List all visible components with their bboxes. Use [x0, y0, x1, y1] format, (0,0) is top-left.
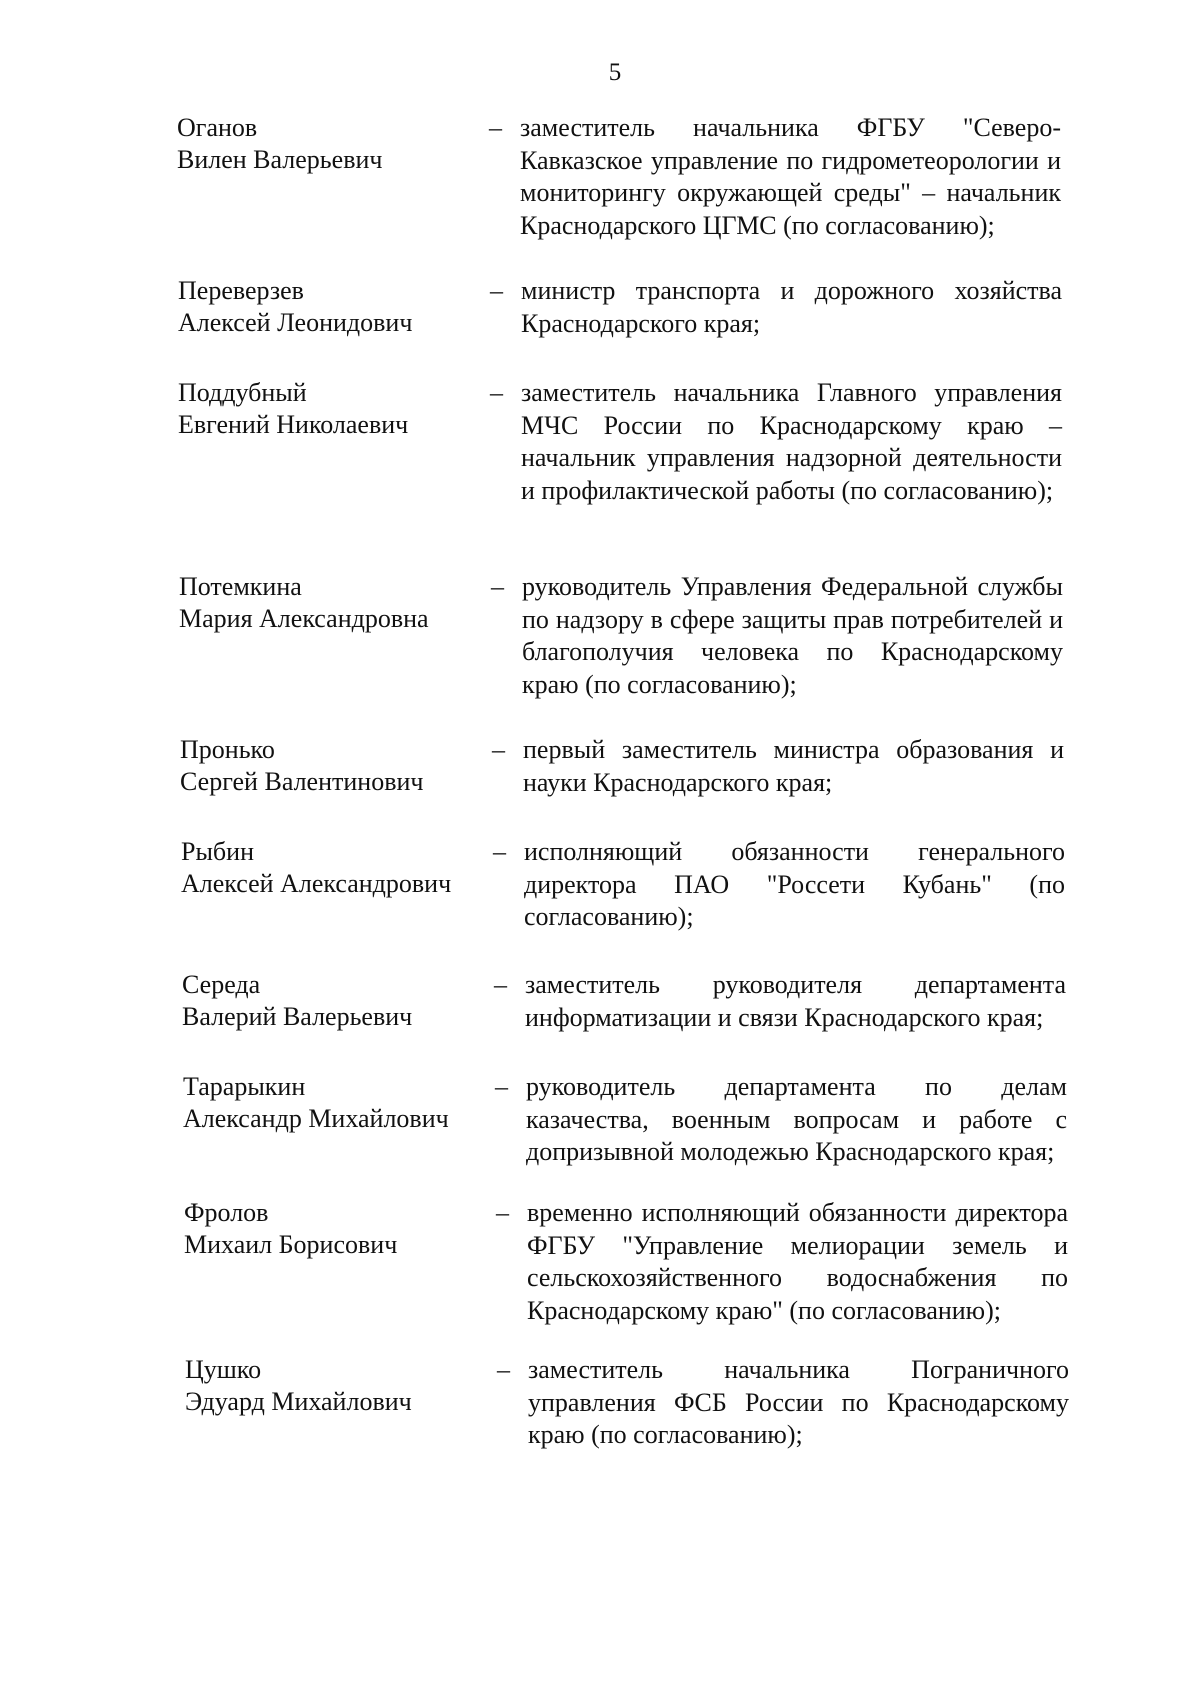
member-surname: Оганов	[177, 113, 258, 142]
member-position: руководитель Управления Федеральной службы по надзору в сфере защиты прав потребителей и благополучия человека по Краснодарскому краю (по согласованию);	[522, 572, 1063, 699]
member-position: заместитель начальника Пограничного управления ФСБ России по Краснодарскому краю (по согласованию);	[528, 1355, 1069, 1449]
member-position: исполняющий обязанности генерального директора ПАО "Россети Кубань" (по согласованию);	[524, 837, 1065, 931]
member-given-names: Алексей Леонидович	[178, 308, 413, 337]
member-surname: Потемкина	[179, 572, 302, 601]
dash-separator: –	[489, 113, 502, 142]
member-surname: Поддубный	[178, 378, 307, 407]
member-name	[185, 1354, 505, 1418]
member-surname: Рыбин	[181, 837, 254, 866]
dash-separator: –	[493, 837, 506, 866]
member-name	[180, 734, 500, 798]
dash-separator: –	[490, 378, 503, 407]
member-name	[179, 571, 499, 635]
member-surname: Тарарыкин	[183, 1072, 306, 1101]
member-position: первый заместитель министра образования и науки Краснодарского края;	[523, 735, 1064, 797]
member-given-names: Сергей Валентинович	[180, 767, 424, 796]
dash-separator: –	[490, 276, 503, 305]
dash-separator: –	[495, 1072, 508, 1101]
member-name	[183, 1071, 503, 1135]
member-position: заместитель начальника ФГБУ "Северо-Кавказское управление по гидрометеорологии и мониторингу окружающей среды" – начальник Краснодарского ЦГМС (по согласованию);	[520, 113, 1061, 240]
dash-separator: –	[491, 572, 504, 601]
member-given-names: Эдуард Михайлович	[185, 1387, 412, 1416]
member-surname: Фролов	[184, 1198, 269, 1227]
dash-separator: –	[494, 970, 507, 999]
dash-separator: –	[497, 1355, 510, 1384]
member-name	[181, 836, 501, 900]
member-given-names: Мария Александровна	[179, 604, 429, 633]
member-given-names: Валерий Валерьевич	[182, 1002, 413, 1031]
member-given-names: Александр Михайлович	[183, 1104, 449, 1133]
member-given-names: Алексей Александрович	[181, 869, 452, 898]
member-name	[184, 1197, 504, 1261]
member-name	[178, 275, 498, 339]
member-position: заместитель начальника Главного управления МЧС России по Краснодарскому краю – начальник управления надзорной деятельности и профилактической работы (по согласованию);	[521, 378, 1062, 505]
member-name	[182, 969, 502, 1033]
member-position: временно исполняющий обязанности директора ФГБУ "Управление мелиорации земель и сельскохозяйственного водоснабжения по Краснодарскому краю" (по согласованию);	[527, 1198, 1068, 1325]
page-number: 5	[608, 59, 622, 86]
member-name	[178, 377, 498, 441]
member-position: министр транспорта и дорожного хозяйства Краснодарского края;	[521, 276, 1062, 338]
member-surname: Середа	[182, 970, 261, 999]
member-position: заместитель руководителя департамента информатизации и связи Краснодарского края;	[525, 970, 1066, 1032]
member-surname: Цушко	[185, 1355, 262, 1384]
member-position: руководитель департамента по делам казачества, военным вопросам и работе с допризывной молодежью Краснодарского края;	[526, 1072, 1067, 1166]
member-surname: Пронько	[180, 735, 275, 764]
member-surname: Переверзев	[178, 276, 304, 305]
dash-separator: –	[496, 1198, 509, 1227]
member-given-names: Михаил Борисович	[184, 1230, 398, 1259]
dash-separator: –	[492, 735, 505, 764]
member-given-names: Евгений Николаевич	[178, 410, 409, 439]
member-name	[177, 112, 497, 176]
member-given-names: Вилен Валерьевич	[177, 145, 383, 174]
